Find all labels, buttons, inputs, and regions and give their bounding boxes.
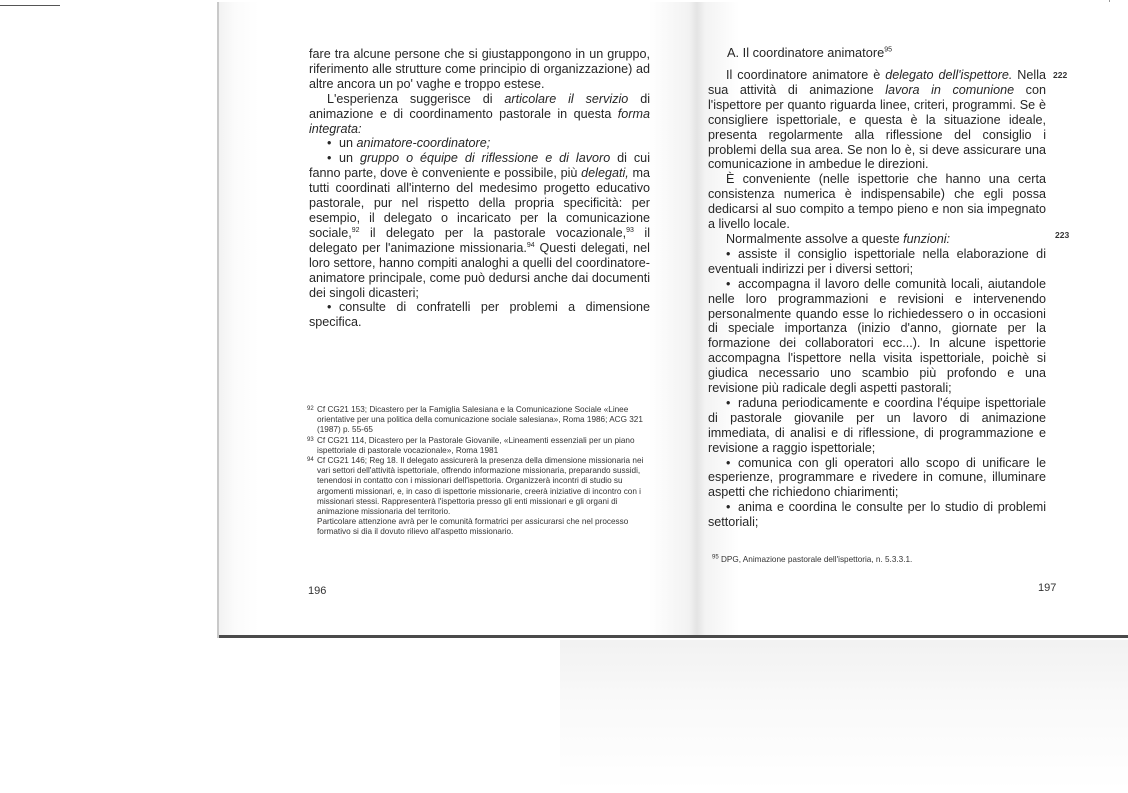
margin-number-223: 223 [1055,230,1070,240]
footnote-ref-92: 92 [351,226,360,234]
left-bullet-1: • un animatore-coordinatore; [327,136,491,151]
scan-edge-line [0,5,60,6]
scan-shadow [560,640,1128,790]
footnote-94: 94 Cf CG21 146; Reg 18. Il delegato assicurerà la presenza della dimensione missionaria nei vari settori dell'attività ispettoriale, offrendo informazione missionaria, preparando sussidi, tenendosi in contatto con i missionari dell'ispettoria. Organizzerà incontri di studio su argomenti missionari, e, in caso di ispettorie missionarie, creerà iniziative di incontro con i missionari stessi. Rappresenterà l'ispettoria presso gli enti missionari e gli organi di animazione missionaria del territorio. [307,456,644,517]
footnote-94-continued: Particolare attenzione avrà per le comunità formatrici per assicurarsi che nel processo formativo si dia il dovuto rilievo all'aspetto missionario. [317,517,629,537]
bullet-dot: • [327,136,332,151]
footnote-92: 92 Cf CG21 153; Dicastero per la Famiglia Salesiana e la Comunicazione Sociale «Linee orientative per una politica della comunicazione sociale salesiana», Roma 1986; ACG 321 (1987) p. 55-65 [307,405,643,435]
left-page-body [309,47,650,330]
right-paragraph-3: Normalmente assolve a queste funzioni: [726,231,951,246]
right-page-number: 197 [1038,582,1057,594]
right-bullet-1: • assiste il consiglio ispettoriale nella elaborazione di eventuali indirizzi per i diversi settori; [708,246,1046,276]
bullet-dot: • [327,300,332,315]
bullet-dot: • [726,395,731,410]
right-paragraph-2: È conveniente (nelle ispettorie che hanno una certa consistenza numerica è indispensabile) che egli possa dedicarsi al suo compito a tempo pieno e non sia impegnato a livello locale. [708,172,1046,232]
right-paragraph-1: Il coordinatore animatore è delegato dell'ispettore. Nella sua attività di animazione lavora in comunione con l'ispettore per quanto riguarda linee, criteri, programmi. Se è consigliere ispettoriale, e questa è la situazione ideale, presenta regolarmente alla riflessione del consiglio i problemi della sua area. Se non lo è, si deve assicurare una comunicazione in ambedue le direzioni. [708,68,1046,172]
bullet-dot: • [726,455,731,470]
footnote-ref-95: 95 [884,46,892,54]
footnote-ref-93: 93 [626,226,634,234]
right-bullet-2: • accompagna il lavoro delle comunità locali, aiutandole nelle loro programmazioni e revisioni e intervenendo personalmente quando esse lo richiedessero o in occasioni di speciale importanza (inizio d'anno, giornate per la formazione dei collaboratori ecc...). In alcune ispettorie accompagna l'ispettore nella visita ispettoriale, poichè si giudica necessario uno scambio più profondo e una revisione più radicale degli aspetti pastorali; [708,276,1046,396]
left-paragraph-1: fare tra alcune persone che si giustappongono in un gruppo, riferimento alle strutture come principio di organizzazione) ad altre ancora un po' vaghe e troppo estese. [309,47,650,91]
footnote-93: 93 Cf CG21 114, Dicastero per la Pastorale Giovanile, «Lineamenti essenziali per un piano ispettoriale di pastorale vocazionale», Roma 1981 [307,435,635,455]
left-paragraph-2: L'esperienza suggerisce di articolare il servizio di animazione e di coordinamento pastorale in questa forma integrata: [309,91,650,136]
bullet-dot: • [726,500,731,515]
right-bullet-4: • comunica con gli operatori allo scopo di unificare le esperienze, programmare e rivedere in comune, illuminare aspetti che richiedono chiarimenti; [708,455,1046,500]
margin-number-222: 222 [1053,70,1068,80]
bullet-dot: • [726,276,731,291]
right-bullet-3: • raduna periodicamente e coordina l'équipe ispettoriale di pastorale giovanile per un lavoro di animazione immediata, di analisi e di riflessione, di programmazione e revisione a raggio ispettoriale; [708,395,1046,455]
section-title: A. Il coordinatore animatore$^{95}$ [727,45,892,60]
bullet-dot: • [726,246,731,261]
left-bullet-3: • consulte di confratelli per problemi a dimensione specifica. [309,300,650,330]
footnote-ref-94: 94 [526,241,535,249]
right-footnote-95: $^{95}$ DPG, Animazione pastorale dell'ispettoria, n. 5.3.3.1. [712,554,913,564]
right-bullet-5: • anima e coordina le consulte per lo studio di problemi settoriali; [708,500,1046,530]
left-page-number: 196 [308,585,327,597]
left-bullet-2: • un gruppo o équipe di riflessione e di lavoro di cui fanno parte, dove è conveniente e possibile, più delegati, ma tutti coordinati all'interno del medesimo progetto educativo pastorale, pur nel rispetto della propria specificità: per esempio, il delegato o incaricato per la comunicazione sociale,$^{92}$ il delegato per la pastorale vocazionale,$^{93}$ il delegato per l'animazione missionaria.$^{94}$ Questi delegati, nel loro settore, hanno compiti analoghi a quelli del coordinatore-animatore principale, come può dedursi anche dai documenti dei singoli dicasteri; [309,151,650,300]
right-page-body [708,68,1046,530]
left-footnotes [307,405,650,538]
bullet-dot: • [327,151,332,166]
